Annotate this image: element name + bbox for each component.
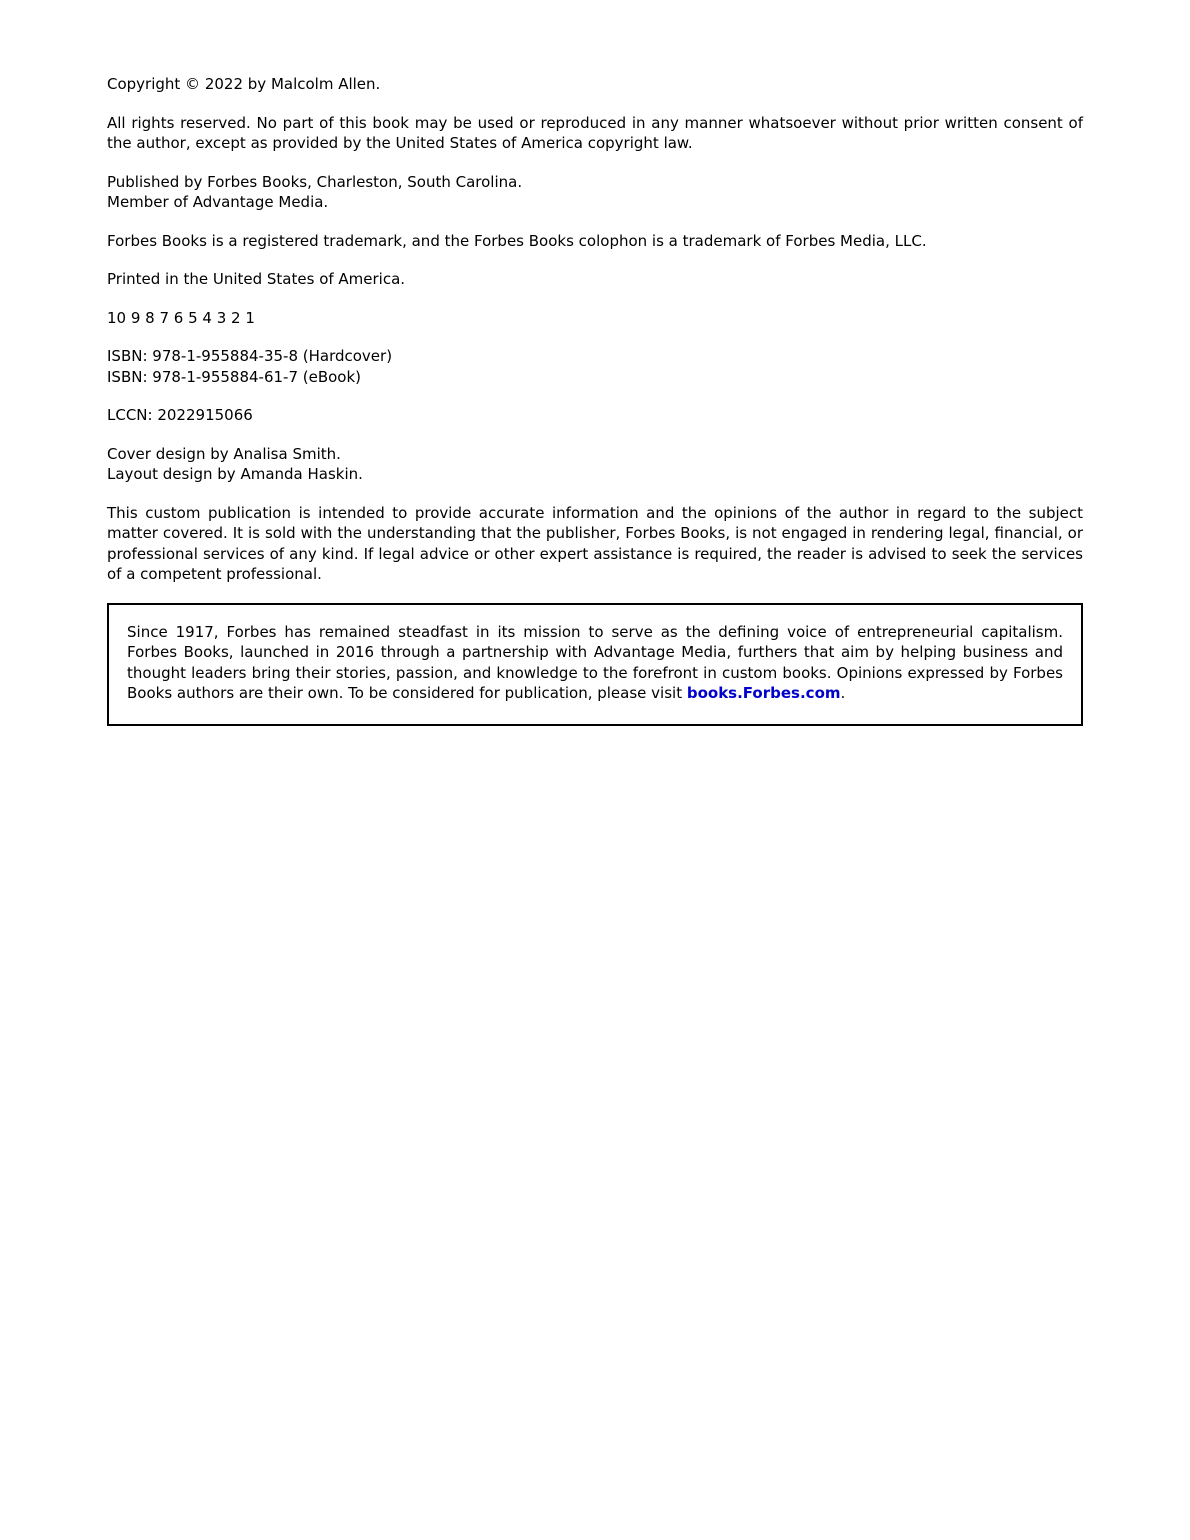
forbes-books-link[interactable]: books.Forbes.com [686, 684, 841, 702]
isbn-ebook: ISBN: 978-1-955884-61-7 (eBook) [107, 367, 362, 386]
design-credits-block [107, 444, 1083, 485]
forbes-notice-period: . [840, 684, 846, 702]
disclaimer-paragraph: This custom publication is intended to provide accurate information and the opinions of the author in regard to the subject matter covered. It is sold with the understanding that the publisher, Forbes Books, is not engaged in rendering legal, financial, or professional services of any kind. If legal advice or other expert assistance is required, the reader is advised to seek the services of a competent professional. [107, 503, 1083, 583]
rights-notice: All rights reserved. No part of this book may be used or reproduced in any manner whatsoever without prior written consent of the author, except as provided by the United States of America copyright law. [107, 113, 1083, 152]
forbes-books-notice-box [107, 603, 1083, 726]
member-line: Member of Advantage Media. [107, 193, 329, 211]
isbn-block [107, 346, 1083, 387]
publisher-block [107, 172, 1083, 213]
trademark-line: Forbes Books is a registered trademark, and the Forbes Books colophon is a trademark of Forbes Media, LLC. [107, 231, 927, 250]
isbn-hardcover: ISBN: 978-1-955884-35-8 (Hardcover) [107, 347, 393, 365]
publisher-line: Published by Forbes Books, Charleston, South Carolina. [107, 172, 523, 191]
cover-design-line: Cover design by Analisa Smith. [107, 444, 341, 463]
copyright-line: Copyright © 2022 by Malcolm Allen. [107, 75, 381, 93]
forbes-notice-text: Since 1917, Forbes has remained steadfast in its mission to serve as the defining voice of entrepreneurial capitalism. Forbes Books, launched in 2016 through a partnership with Advantage Media, furthers that aim by helping business and thought leaders bring their stories, passion, and knowledge to the forefront in custom books. Opinions expressed by Forbes Books authors are their own. To be considered for publication, please visit [127, 622, 1063, 702]
print-run-numbers: 10 9 8 7 6 5 4 3 2 1 [107, 308, 255, 327]
layout-design-line: Layout design by Amanda Haskin. [107, 465, 363, 483]
forbes-books-notice [127, 622, 1063, 704]
printed-line: Printed in the United States of America. [107, 270, 406, 288]
lccn-line: LCCN: 2022915066 [107, 406, 253, 424]
